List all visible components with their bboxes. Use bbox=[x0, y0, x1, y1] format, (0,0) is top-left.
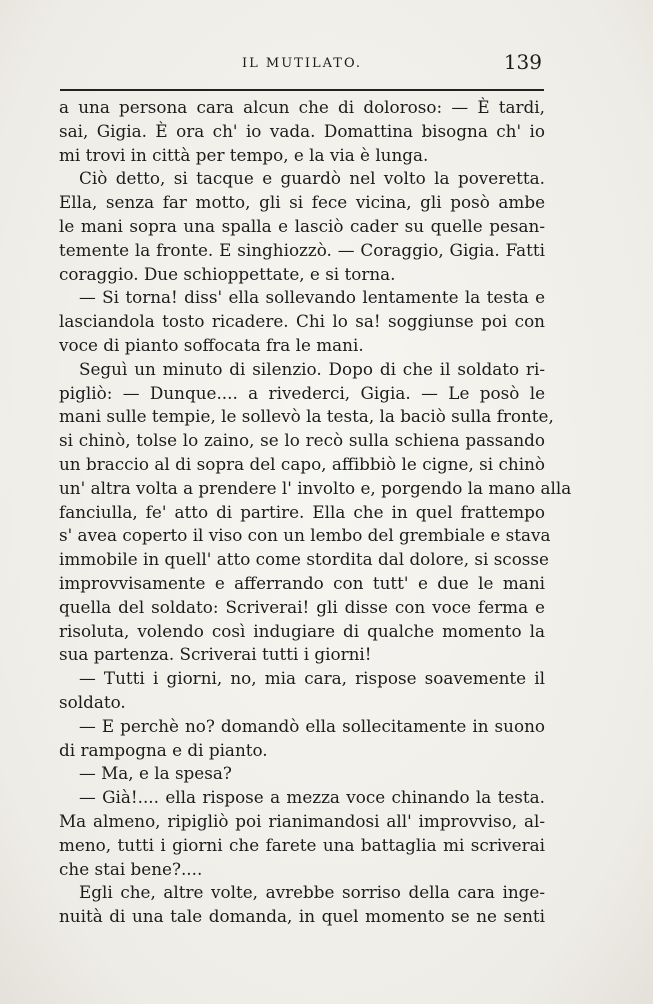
text-line: mani sulle tempie, le sollevò la testa, la baciò sulla fronte, bbox=[59, 406, 554, 427]
text-line: — E perchè no? domandò ella sollecitamente in suono bbox=[79, 715, 545, 736]
text-line: risoluta, volendo così indugiare di qualche momento la bbox=[59, 620, 545, 641]
text-line: s' avea coperto il viso con un lembo del grembiale e stava bbox=[59, 525, 551, 546]
text-line: — Ma, e la spesa? bbox=[79, 763, 232, 784]
text-line: fanciulla, fe' atto di partire. Ella che in quel frattempo bbox=[59, 501, 545, 522]
text-line: di rampogna e di pianto. bbox=[59, 739, 268, 760]
text-line: Seguì un minuto di silenzio. Dopo di che il soldato ri- bbox=[79, 358, 545, 379]
text-line: che stai bene?.... bbox=[59, 858, 203, 879]
text-line: Ella, senza far motto, gli si fece vicina, gli posò ambe bbox=[59, 192, 545, 213]
text-line: pigliò: — Dunque.... a rivederci, Gigia. — Le posò le bbox=[59, 382, 545, 403]
text-line: Egli che, altre volte, avrebbe sorriso della cara inge- bbox=[79, 882, 545, 903]
text-line: lasciandola tosto ricadere. Chi lo sa! soggiunse poi con bbox=[59, 311, 545, 332]
text-line: le mani sopra una spalla e lasciò cader su quelle pesan- bbox=[59, 215, 545, 236]
text-line: immobile in quell' atto come stordita dal dolore, si scosse bbox=[59, 549, 549, 570]
text-line: — Già!.... ella rispose a mezza voce chinando la testa. bbox=[79, 787, 545, 808]
text-line: nuità di una tale domanda, in quel momento se ne senti bbox=[59, 906, 545, 927]
text-line: sai, Gigia. È ora ch' io vada. Domattina bisogna ch' io bbox=[59, 120, 545, 141]
body-text bbox=[59, 96, 572, 929]
page-number: 139 bbox=[503, 50, 542, 74]
header-rule bbox=[60, 89, 544, 91]
text-line: mi trovi in città per tempo, e la via è lunga. bbox=[59, 144, 429, 165]
page-header bbox=[60, 48, 544, 80]
text-line: — Si torna! diss' ella sollevando lentamente la testa e bbox=[79, 287, 545, 308]
text-line: a una persona cara alcun che di doloroso: — È tardi, bbox=[59, 97, 545, 117]
text-line: Ciò detto, si tacque e guardò nel volto la poveretta. bbox=[79, 168, 545, 189]
text-line: soldato. bbox=[59, 691, 126, 712]
text-line: temente la fronte. E singhiozzò. — Coraggio, Gigia. Fatti bbox=[59, 239, 545, 260]
text-line: — Tutti i giorni, no, mia cara, rispose soavemente il bbox=[79, 668, 545, 689]
text-line: un' altra volta a prendere l' involto e, porgendo la mano alla bbox=[59, 477, 572, 498]
text-line: quella del soldato: Scriverai! gli disse con voce ferma e bbox=[59, 596, 545, 617]
text-line: coraggio. Due schioppettate, e si torna. bbox=[59, 263, 396, 284]
text-line: un braccio al di sopra del capo, affibbiò le cigne, si chinò bbox=[59, 453, 545, 474]
running-title: IL MUTILATO. bbox=[242, 56, 362, 71]
text-line: meno, tutti i giorni che farete una battaglia mi scriverai bbox=[59, 834, 545, 855]
text-line: improvvisamente e afferrando con tutt' e due le mani bbox=[59, 572, 545, 593]
text-line: si chinò, tolse lo zaino, se lo recò sulla schiena passando bbox=[59, 430, 545, 451]
text-line: sua partenza. Scriverai tutti i giorni! bbox=[59, 644, 372, 665]
text-line: voce di pianto soffocata fra le mani. bbox=[59, 334, 364, 355]
text-line: Ma almeno, ripigliò poi rianimandosi all' improvviso, al- bbox=[59, 810, 545, 831]
